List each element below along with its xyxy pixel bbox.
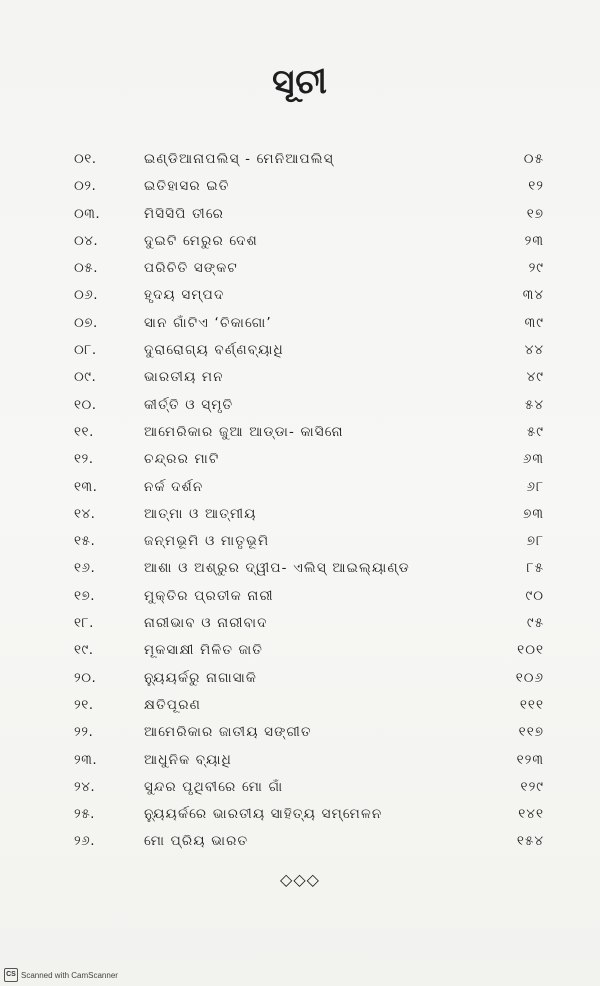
toc-entry-number: ୨୬. bbox=[74, 833, 95, 850]
toc-entry-title: ନର୍କ ଦର୍ଶନ bbox=[144, 478, 204, 495]
toc-entry-number: ୦୩. bbox=[74, 205, 101, 222]
toc-entry-page: ୭୮ bbox=[526, 533, 544, 550]
toc-entry-page: ୦୫ bbox=[523, 151, 544, 167]
toc-entry-title: ନାରୀଭାବ ଓ ନାରୀବାଦ bbox=[144, 615, 268, 632]
toc-entry-page: ୯୫ bbox=[526, 615, 544, 632]
toc-entry bbox=[74, 310, 544, 337]
toc-entry-title: ଆତ୍ମା ଓ ଆତ୍ମୀୟ bbox=[144, 505, 257, 522]
toc-entry bbox=[74, 774, 544, 801]
toc-entry-number: ୨୩. bbox=[74, 751, 98, 768]
toc-entry-page: ୧୨୯ bbox=[520, 778, 544, 795]
scanner-watermark bbox=[4, 968, 118, 982]
toc-entry-title: ମିସିସିପି ତୀରେ bbox=[144, 205, 225, 222]
toc-entry-title: ମୋ ପ୍ରିୟ ଭାରତ bbox=[144, 833, 249, 850]
toc-entry-title: ଇତିହାସର ଇତି bbox=[144, 178, 230, 195]
toc-entry-page: ୧୨୩ bbox=[516, 751, 544, 768]
toc-entry-number: ୨୧. bbox=[74, 696, 94, 713]
toc-entry bbox=[74, 637, 544, 664]
toc-entry-page: ୨୯ bbox=[528, 260, 544, 277]
toc-entry-page: ୫୪ bbox=[524, 396, 544, 413]
toc-entry-title: ଆଶା ଓ ଅଶ୍ରୁର ଦ୍ୱୀପ- ଏଲିସ୍ ଆଇଲ୍ୟାଣ୍ଡ bbox=[144, 560, 411, 577]
toc-entry-number: ୦୭. bbox=[74, 314, 98, 331]
toc-entry bbox=[74, 528, 544, 555]
toc-entry-title: ଦୁରାରୋଗ୍ୟ ବର୍ଣ୍ଣବ୍ୟାଧି bbox=[144, 342, 284, 359]
toc-entry bbox=[74, 337, 544, 364]
toc-entry bbox=[74, 692, 544, 719]
toc-entry bbox=[74, 173, 544, 200]
toc-entry-page: ୨୩ bbox=[524, 232, 544, 249]
toc-entry-number: ୧୦. bbox=[74, 396, 97, 413]
toc-entry-title: ନ୍ୟୁୟର୍କରୁ ନାଗାସାକି bbox=[144, 669, 258, 686]
toc-entry-number: ୧୨. bbox=[74, 451, 94, 468]
toc-entry-page: ୯୦ bbox=[525, 587, 544, 604]
toc-entry-number: ୧୪. bbox=[74, 505, 96, 522]
toc-entry-title: ଆମେରିକାର ଜାତୀୟ ସଙ୍ଗୀତ bbox=[144, 724, 312, 741]
toc-entry-number: ୧୧. bbox=[74, 423, 94, 440]
toc-entry-page: ୩୪ bbox=[522, 287, 544, 304]
toc-entry-number: ୧୩. bbox=[74, 478, 98, 495]
toc-entry-page: ୫୯ bbox=[526, 423, 544, 440]
toc-entry-page: ୧୧୧ bbox=[519, 696, 544, 713]
toc-entry-page: ୪୪ bbox=[524, 342, 544, 359]
toc-entry-title: ମୁକ୍ତିର ପ୍ରତୀକ ନାରୀ bbox=[144, 587, 274, 604]
toc-entry bbox=[74, 801, 544, 828]
toc-entry bbox=[74, 146, 544, 173]
toc-entry bbox=[74, 719, 544, 746]
ornament-divider: ◇◇◇ bbox=[280, 870, 320, 889]
toc-entry-title: ଚନ୍ଦ୍ରର ମାଟି bbox=[144, 451, 220, 468]
toc-entry-number: ୦୯. bbox=[74, 369, 97, 386]
toc-entry-number: ୧୬. bbox=[74, 560, 96, 577]
toc-entry-number: ୧୫. bbox=[74, 533, 96, 550]
toc-entry-title: ଭାରତୀୟ ମନ bbox=[144, 369, 224, 386]
camscanner-logo-icon: CS bbox=[4, 968, 18, 982]
toc-entry bbox=[74, 419, 544, 446]
toc-entry bbox=[74, 501, 544, 528]
toc-entry-title: ପରିଚିତି ସଙ୍କଟ bbox=[144, 260, 238, 277]
toc-entry-number: ୦୧. bbox=[74, 151, 97, 167]
toc-entry-number: ୦୬. bbox=[74, 287, 99, 304]
toc-entry bbox=[74, 665, 544, 692]
toc-entry-title: କ୍ଷତିପୂରଣ bbox=[144, 696, 202, 713]
toc-entry-number: ୦୪. bbox=[74, 232, 99, 249]
toc-entry-number: ୧୭. bbox=[74, 587, 96, 604]
page-title: ସୂଚୀ bbox=[272, 62, 328, 102]
toc-entry bbox=[74, 828, 544, 855]
toc-entry-title: ନ୍ୟୁୟର୍କରେ ଭାରତୀୟ ସାହିତ୍ୟ ସମ୍ମେଳନ bbox=[144, 806, 383, 823]
toc-entry bbox=[74, 555, 544, 582]
toc-entry bbox=[74, 364, 544, 391]
toc-entry-page: ୬୮ bbox=[526, 478, 544, 495]
toc-entry-number: ୦୫. bbox=[74, 260, 98, 277]
toc-entry-page: ୧୫୪ bbox=[516, 833, 544, 850]
toc-entry bbox=[74, 747, 544, 774]
toc-entry-page: ୧୪୧ bbox=[518, 806, 544, 823]
toc-entry bbox=[74, 201, 544, 228]
toc-entry bbox=[74, 446, 544, 473]
toc-entry-page: ୧୨ bbox=[528, 178, 544, 195]
toc-entry-page: ୮୫ bbox=[526, 560, 544, 577]
toc-entry-page: ୩୯ bbox=[524, 314, 544, 331]
toc-entry-number: ୨୪. bbox=[74, 778, 96, 795]
toc-entry bbox=[74, 610, 544, 637]
toc-entry-page: ୧୦୬ bbox=[515, 669, 544, 686]
toc-entry-page: ୭୩ bbox=[523, 505, 544, 522]
toc-entry-number: ୦୨. bbox=[74, 178, 97, 195]
toc-entry-number: ୦୮. bbox=[74, 342, 97, 359]
toc-entry-title: କୀର୍ତ୍ତି ଓ ସ୍ମୃତି bbox=[144, 396, 234, 413]
toc-entry-number: ୨୫. bbox=[74, 806, 95, 823]
toc-entry-number: ୧୮. bbox=[74, 615, 94, 632]
toc-entry-title: ସାନ ଗାଁଟିଏ ‘ଚିକାଗୋ’ bbox=[144, 314, 272, 331]
toc-entry-number: ୧୯. bbox=[74, 642, 94, 659]
toc-entry-page: ୪୯ bbox=[526, 369, 544, 386]
toc-entry-page: ୧୧୭ bbox=[518, 724, 544, 741]
toc-entry-number: ୨୨. bbox=[74, 724, 94, 741]
toc-entry bbox=[74, 282, 544, 309]
toc-entry-title: ସୁନ୍ଦର ପୃଥିବୀରେ ମୋ ଗାଁ bbox=[144, 778, 284, 795]
toc-entry-title: ମୂକସାକ୍ଷୀ ମିଳିତ ଜାତି bbox=[144, 642, 264, 659]
toc-entry bbox=[74, 583, 544, 610]
scanner-watermark-text: Scanned with CamScanner bbox=[21, 970, 118, 980]
toc-entry-page: ୧୭ bbox=[526, 205, 544, 222]
toc-entry bbox=[74, 392, 544, 419]
toc-entry-page: ୬୩ bbox=[522, 451, 544, 468]
toc-entry-title: ଇଣ୍ଡିଆନାପଲିସ୍ - ମେନିଆପଲିସ୍ bbox=[144, 151, 334, 167]
toc-entry bbox=[74, 474, 544, 501]
toc-entry-number: ୨୦. bbox=[74, 669, 97, 686]
toc-entry-title: ଦୁଇଟି ମେରୁର ଦେଶ bbox=[144, 232, 258, 249]
toc-entry-page: ୧୦୧ bbox=[517, 642, 544, 659]
toc-entry-title: ଆମେରିକାର ଜୁଆ ଆଡ୍ଡା- କାସିନୋ bbox=[144, 423, 344, 440]
toc-entry bbox=[74, 228, 544, 255]
toc-entry bbox=[74, 255, 544, 282]
toc-entry-title: ହୃଦୟ ସମ୍ପଦ bbox=[144, 287, 225, 304]
toc-entry-title: ଜନ୍ମଭୂମି ଓ ମାତୃଭୂମି bbox=[144, 533, 270, 550]
table-of-contents bbox=[74, 146, 544, 856]
toc-entry-title: ଆଧୁନିକ ବ୍ୟାଧି bbox=[144, 751, 232, 768]
